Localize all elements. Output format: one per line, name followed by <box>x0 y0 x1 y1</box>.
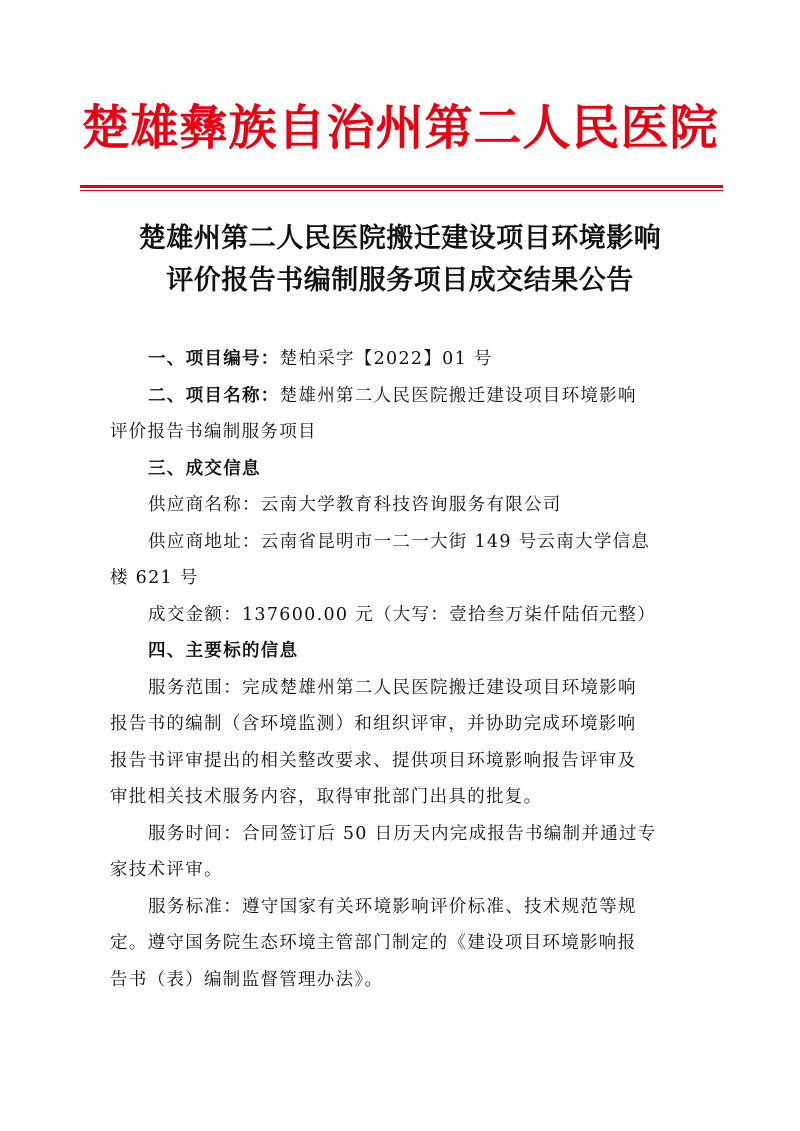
supplier-address-2: 楼 621 号 <box>110 568 199 588</box>
project-name-line <box>110 378 700 415</box>
project-number-label: 一、项目编号： <box>148 349 280 369</box>
supplier-name: 供应商名称：云南大学教育科技咨询服务有限公司 <box>148 495 562 515</box>
hospital-letterhead-title: 楚雄彝族自治州第二人民医院 <box>81 100 719 156</box>
project-name-value-2: 评价报告书编制服务项目 <box>110 422 317 442</box>
deal-amount: 成交金额：137600.00 元（大写：壹拾叁万柒仟陆佰元整） <box>148 604 656 625</box>
announcement-title-line1: 楚雄州第二人民医院搬迁建设项目环境影响 <box>138 223 662 254</box>
service-time-1: 服务时间：合同签订后 50 日历天内完成报告书编制并通过专 <box>148 823 657 844</box>
project-name-value-1: 楚雄州第二人民医院搬迁建设项目环境影响 <box>279 385 637 406</box>
service-time-2: 家技术评审。 <box>110 860 223 880</box>
service-standard-2: 定。遵守国务院生态环境主管部门制定的《建设项目环境影响报 <box>110 933 637 953</box>
announcement-title <box>0 218 800 302</box>
project-number-value: 楚柏采字【2022】01 号 <box>279 349 493 369</box>
service-standard-1: 服务标准：遵守国家有关环境影响评价标准、技术规范等规 <box>148 896 637 917</box>
letterhead-divider-thin <box>80 190 723 191</box>
service-scope-3: 报告书评审提出的相关整改要求、提供项目环境影响报告评审及 <box>110 750 637 771</box>
deal-info-heading: 三、成交信息 <box>148 458 261 479</box>
project-name-label: 二、项目名称： <box>148 385 280 406</box>
service-scope-4: 审批相关技术服务内容，取得审批部门出具的批复。 <box>110 787 543 807</box>
service-scope-1: 服务范围：完成楚雄州第二人民医院搬迁建设项目环境影响 <box>148 677 637 698</box>
supplier-address-1: 供应商地址：云南省昆明市一二一大街 149 号云南大学信息 <box>148 531 651 552</box>
service-standard-3: 告书（表）编制监督管理办法》。 <box>110 969 384 990</box>
announcement-body <box>110 341 700 998</box>
subject-info-heading: 四、主要标的信息 <box>148 641 299 661</box>
service-scope-2: 报告书的编制（含环境监测）和组织评审，并协助完成环境影响 <box>110 714 637 734</box>
letterhead-divider-thick <box>80 185 723 188</box>
project-number-line <box>110 341 700 378</box>
announcement-title-line2: 评价报告书编制服务项目成交结果公告 <box>166 265 634 296</box>
